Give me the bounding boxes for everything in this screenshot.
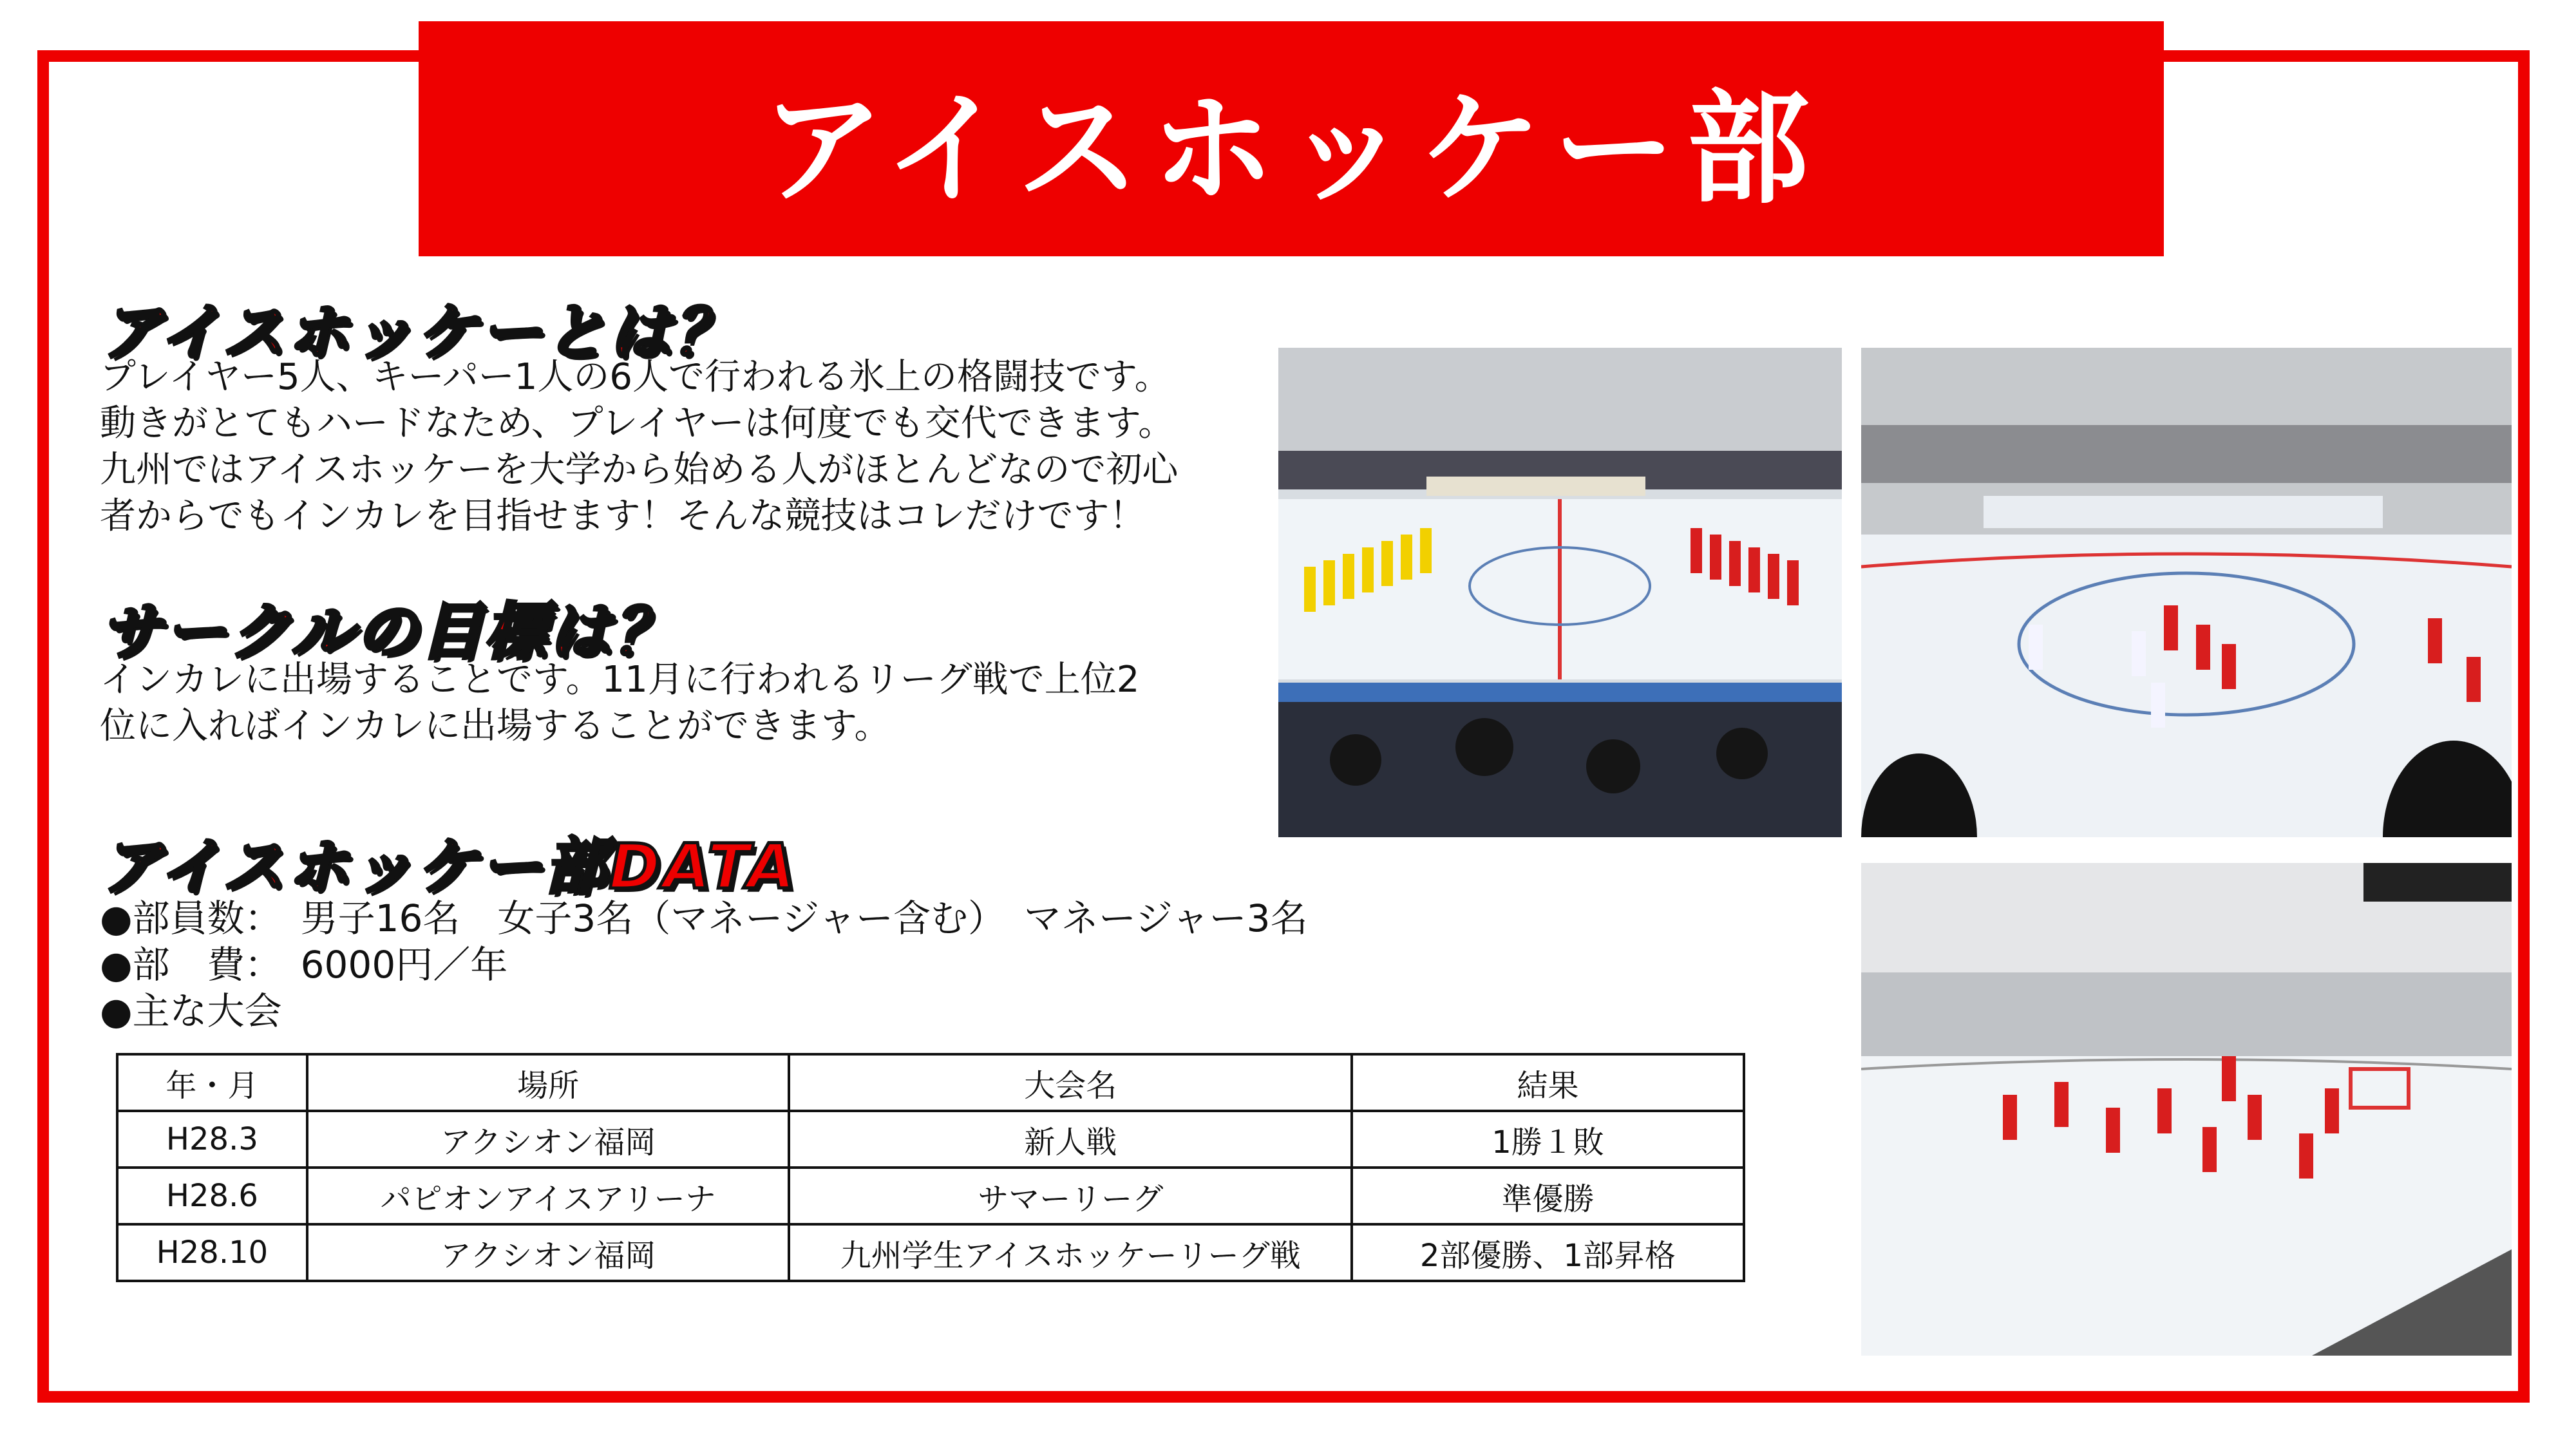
table-header: 場所 xyxy=(307,1054,790,1111)
table-cell: 新人戦 xyxy=(789,1111,1351,1168)
about-line: 者からでもインカレを目指せます！そんな競技はコレだけです！ xyxy=(100,495,1146,537)
bullet-fee: ●部 費： 6000円／年 xyxy=(100,943,508,987)
goal-heading: サークルの目標は？ xyxy=(100,596,678,668)
table-cell: パピオンアイスアリーナ xyxy=(307,1168,790,1224)
table-header: 年・月 xyxy=(117,1054,307,1111)
data-bullets xyxy=(100,895,1308,1034)
table-cell: サマーリーグ xyxy=(789,1168,1351,1224)
photo-team-drill xyxy=(1861,863,2512,1356)
about-line: 九州ではアイスホッケーを大学から始める人がほとんどなので初心 xyxy=(100,449,1179,491)
table-cell: H28.6 xyxy=(117,1168,307,1224)
table-row xyxy=(117,1111,1744,1168)
table-cell: 九州学生アイスホッケーリーグ戦 xyxy=(789,1224,1351,1281)
about-line: プレイヤー5人、キーパー1人の6人で行われる氷上の格闘技です。 xyxy=(100,356,1171,398)
table-row xyxy=(117,1224,1744,1281)
table-row xyxy=(117,1168,1744,1224)
photo-lineup xyxy=(1278,348,1842,837)
goal-text xyxy=(100,657,1139,750)
about-text xyxy=(100,354,1178,540)
bullet-members: ●部員数： 男子16名 女子3名（マネージャー含む） マネージャー3名 xyxy=(100,896,1308,940)
about-heading: アイスホッケーとは？ xyxy=(100,296,738,368)
table-cell: 2部優勝、1部昇格 xyxy=(1352,1224,1744,1281)
table-cell: アクシオン福岡 xyxy=(307,1111,790,1168)
photo-faceoff xyxy=(1861,348,2512,837)
title-banner xyxy=(419,21,2164,256)
table-cell: 1勝１敗 xyxy=(1352,1111,1744,1168)
data-heading: アイスホッケー部DATA xyxy=(100,831,798,903)
about-line: 動きがとてもハードなため、プレイヤーは何度でも交代できます。 xyxy=(100,402,1175,444)
tournament-table xyxy=(116,1053,1745,1282)
table-cell: H28.10 xyxy=(117,1224,307,1281)
table-header: 大会名 xyxy=(789,1054,1351,1111)
goal-line: 位に入ればインカレに出場することができます。 xyxy=(100,705,891,747)
table-header: 結果 xyxy=(1352,1054,1744,1111)
bullet-tournaments: ●主な大会 xyxy=(100,989,282,1033)
table-cell: H28.3 xyxy=(117,1111,307,1168)
table-cell: 準優勝 xyxy=(1352,1168,1744,1224)
page-title: アイスホッケー部 xyxy=(761,78,1821,220)
table-header-row xyxy=(117,1054,1744,1111)
table-cell: アクシオン福岡 xyxy=(307,1224,790,1281)
goal-line: インカレに出場することです。11月に行われるリーグ戦で上位2 xyxy=(100,659,1140,701)
